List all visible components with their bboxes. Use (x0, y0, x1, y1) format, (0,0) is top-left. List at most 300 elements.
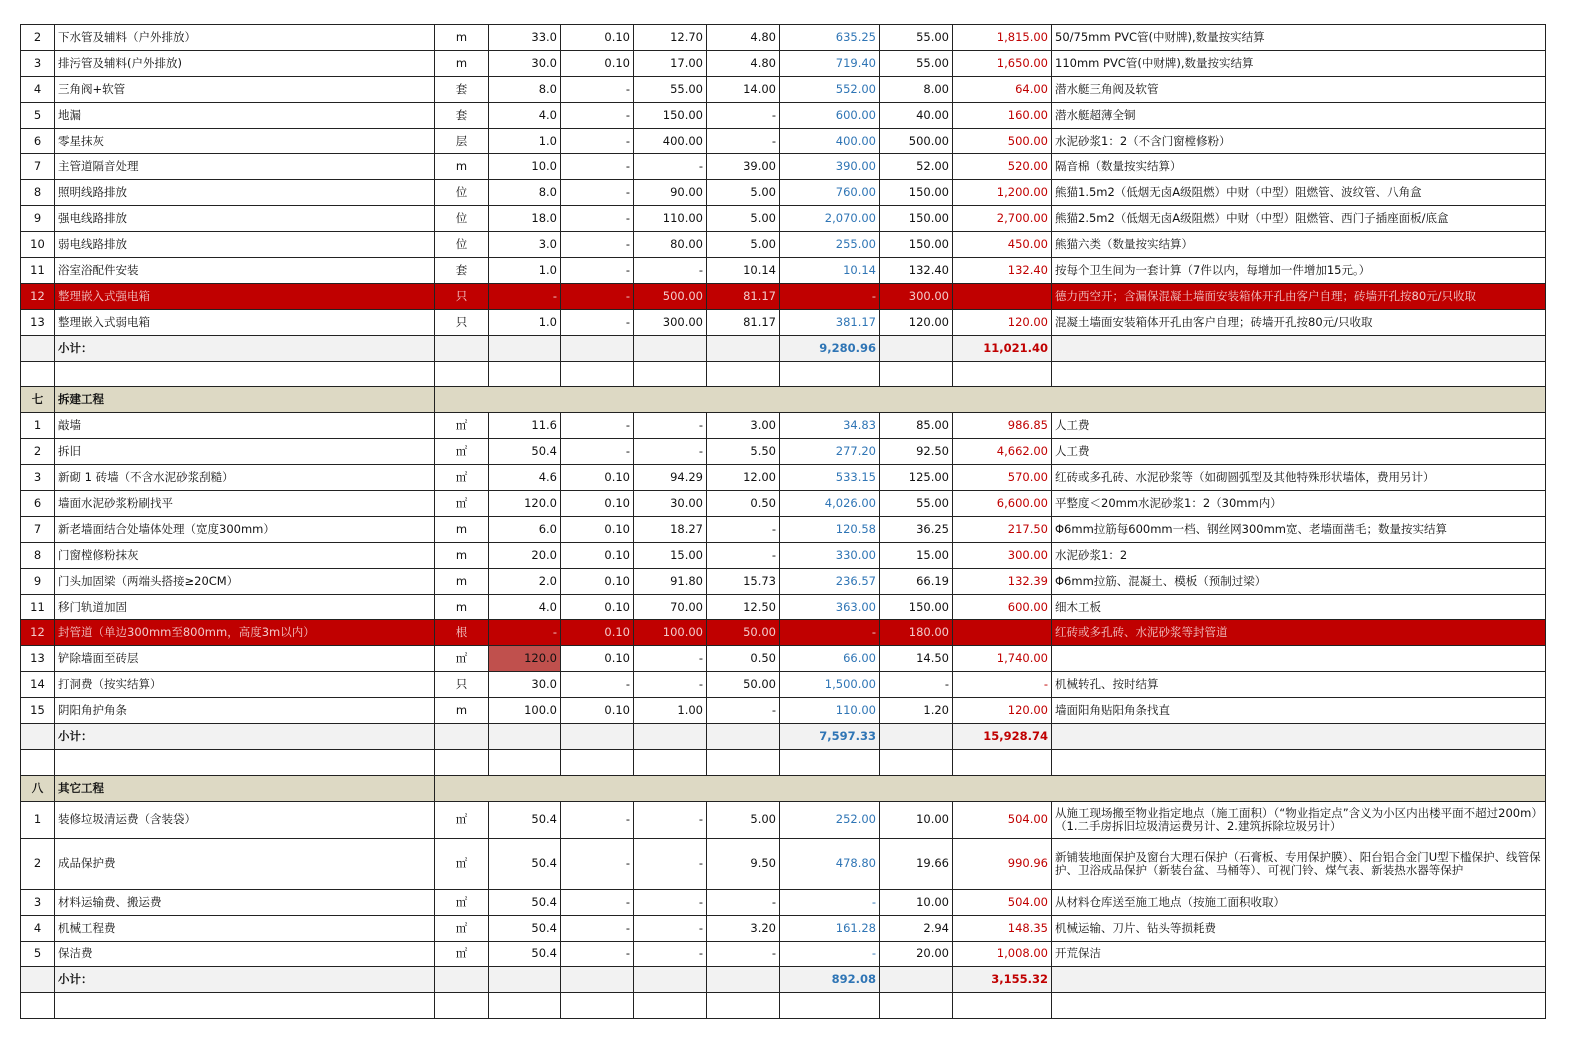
cell-loss-rate: - (561, 672, 634, 698)
cell-loss-rate: - (561, 232, 634, 258)
cell-unit: 套 (435, 76, 489, 102)
cell-aux-material: 5.00 (707, 801, 780, 838)
table-row (21, 154, 1546, 180)
cell-note: 人工费 (1052, 413, 1546, 439)
quote-sheet (20, 24, 1546, 1019)
cell-labor-price: 40.00 (880, 102, 953, 128)
table-row (21, 128, 1546, 154)
cell-item-name: 三角阀+软管 (55, 76, 435, 102)
cell-material-total: 760.00 (780, 180, 880, 206)
cell-labor-total: 120.00 (953, 309, 1052, 335)
cell-empty (707, 724, 780, 750)
cell-no: 12 (21, 283, 55, 309)
cell-quantity: 8.0 (489, 180, 561, 206)
cell-no: 1 (21, 801, 55, 838)
cell-material-total: 381.17 (780, 309, 880, 335)
table-row (21, 838, 1546, 889)
section-header-row (21, 775, 1546, 801)
cell-main-material: - (634, 672, 707, 698)
cell-item-name: 弱电线路排放 (55, 232, 435, 258)
cell-material-total: 635.25 (780, 25, 880, 51)
cell-labor-price: 92.50 (880, 439, 953, 465)
cell-item-name: 排污管及辅料(户外排放) (55, 50, 435, 76)
cell-aux-material: 10.14 (707, 258, 780, 284)
cell-main-material: - (634, 915, 707, 941)
cell-empty (1052, 993, 1546, 1019)
cell-labor-price: 150.00 (880, 232, 953, 258)
cell-unit: ㎡ (435, 941, 489, 967)
cell-material-total: 252.00 (780, 801, 880, 838)
cell-unit: ㎡ (435, 646, 489, 672)
cell-main-material: 55.00 (634, 76, 707, 102)
table-row (21, 646, 1546, 672)
cell-empty (489, 335, 561, 361)
cell-labor-total: 1,815.00 (953, 25, 1052, 51)
cell-unit: 根 (435, 620, 489, 646)
cell-quantity: 1.0 (489, 258, 561, 284)
cell-material-total: 120.58 (780, 516, 880, 542)
cell-unit: ㎡ (435, 465, 489, 491)
cell-empty (880, 967, 953, 993)
cell-empty (707, 967, 780, 993)
blank-row (21, 749, 1546, 775)
cell-empty (21, 967, 55, 993)
cell-main-material: 90.00 (634, 180, 707, 206)
section-fill (435, 387, 1546, 413)
cell-main-material: 110.00 (634, 206, 707, 232)
cell-no: 10 (21, 232, 55, 258)
cell-quantity: 33.0 (489, 25, 561, 51)
cell-empty (435, 361, 489, 387)
cell-loss-rate: - (561, 801, 634, 838)
subtotal-material: 9,280.96 (780, 335, 880, 361)
cell-note: 按每个卫生间为一套计算（7件以内，每增加一件增加15元。） (1052, 258, 1546, 284)
cell-empty (489, 967, 561, 993)
table-row (21, 889, 1546, 915)
cell-labor-total: 132.40 (953, 258, 1052, 284)
cell-material-total: 34.83 (780, 413, 880, 439)
cell-item-name: 阴阳角护角条 (55, 698, 435, 724)
cell-unit: 套 (435, 258, 489, 284)
cell-material-total: 400.00 (780, 128, 880, 154)
cell-main-material: 17.00 (634, 50, 707, 76)
cell-aux-material: 39.00 (707, 154, 780, 180)
cell-labor-price: 14.50 (880, 646, 953, 672)
cell-aux-material: - (707, 516, 780, 542)
cell-aux-material: 4.80 (707, 25, 780, 51)
cell-note: 熊猫2.5m2（低烟无卤A级阻燃）中财（中型）阻燃管、西门子插座面板/底盒 (1052, 206, 1546, 232)
cell-material-total: 478.80 (780, 838, 880, 889)
cell-empty (435, 724, 489, 750)
cell-labor-price: 150.00 (880, 180, 953, 206)
cell-aux-material: - (707, 102, 780, 128)
cell-quantity: 50.4 (489, 838, 561, 889)
cell-unit: 层 (435, 128, 489, 154)
cell-quantity: 2.0 (489, 568, 561, 594)
cell-labor-total: 2,700.00 (953, 206, 1052, 232)
cell-material-total: 4,026.00 (780, 491, 880, 517)
cell-material-total: - (780, 283, 880, 309)
cell-main-material: 500.00 (634, 283, 707, 309)
cell-item-name: 敲墙 (55, 413, 435, 439)
cell-note (1052, 646, 1546, 672)
cell-aux-material: 5.00 (707, 232, 780, 258)
cell-aux-material: - (707, 941, 780, 967)
cell-material-total: 330.00 (780, 542, 880, 568)
cell-note: 细木工板 (1052, 594, 1546, 620)
cell-labor-price: 85.00 (880, 413, 953, 439)
cell-labor-total: 504.00 (953, 801, 1052, 838)
cell-no: 11 (21, 594, 55, 620)
cell-loss-rate: 0.10 (561, 568, 634, 594)
cell-loss-rate: - (561, 76, 634, 102)
cell-item-name: 材料运输费、搬运费 (55, 889, 435, 915)
subtotal-row (21, 335, 1546, 361)
cell-unit: m (435, 542, 489, 568)
cell-labor-total: 132.39 (953, 568, 1052, 594)
cell-item-name: 打洞费（按实结算） (55, 672, 435, 698)
table-row (21, 102, 1546, 128)
cell-quantity: 50.4 (489, 439, 561, 465)
cell-main-material: 400.00 (634, 128, 707, 154)
cell-note: 机械运输、刀片、钻头等损耗费 (1052, 915, 1546, 941)
cell-aux-material: 12.00 (707, 465, 780, 491)
cell-empty (1052, 724, 1546, 750)
cell-labor-price: 66.19 (880, 568, 953, 594)
cell-loss-rate: 0.10 (561, 465, 634, 491)
cell-material-total: 600.00 (780, 102, 880, 128)
cell-quantity: 4.0 (489, 594, 561, 620)
cell-item-name: 新老墙面结合处墙体处理（宽度300mm） (55, 516, 435, 542)
cell-labor-total (953, 283, 1052, 309)
table-row (21, 309, 1546, 335)
cell-empty (435, 967, 489, 993)
cell-quantity: 30.0 (489, 50, 561, 76)
cell-empty (953, 993, 1052, 1019)
cell-loss-rate: 0.10 (561, 594, 634, 620)
section-number: 七 (21, 387, 55, 413)
cell-item-name: 新砌 1 砖墙（不含水泥砂浆刮糙） (55, 465, 435, 491)
cell-material-total: 363.00 (780, 594, 880, 620)
cell-main-material: - (634, 889, 707, 915)
cell-main-material: 12.70 (634, 25, 707, 51)
cell-unit: 位 (435, 180, 489, 206)
cell-loss-rate: - (561, 206, 634, 232)
cell-empty (561, 724, 634, 750)
cell-labor-price: 1.20 (880, 698, 953, 724)
table-row (21, 180, 1546, 206)
cell-empty (435, 993, 489, 1019)
cell-loss-rate: - (561, 915, 634, 941)
cell-labor-total: 1,200.00 (953, 180, 1052, 206)
quote-table (20, 24, 1546, 1019)
table-row (21, 542, 1546, 568)
subtotal-row (21, 967, 1546, 993)
cell-main-material: 70.00 (634, 594, 707, 620)
cell-quantity: - (489, 620, 561, 646)
cell-unit: 只 (435, 672, 489, 698)
blank-row (21, 361, 1546, 387)
cell-item-name: 机械工程费 (55, 915, 435, 941)
cell-note: 红砖或多孔砖、水泥砂浆等封管道 (1052, 620, 1546, 646)
table-row (21, 465, 1546, 491)
cell-material-total: 255.00 (780, 232, 880, 258)
cell-loss-rate: 0.10 (561, 620, 634, 646)
cell-loss-rate: 0.10 (561, 542, 634, 568)
cell-labor-total: 450.00 (953, 232, 1052, 258)
cell-empty (1052, 361, 1546, 387)
subtotal-labor: 15,928.74 (953, 724, 1052, 750)
cell-empty (780, 749, 880, 775)
table-row (21, 915, 1546, 941)
cell-note: 德力西空开；含漏保混凝土墙面安装箱体开孔由客户自理；砖墙开孔按80元/只收取 (1052, 283, 1546, 309)
cell-labor-total: 4,662.00 (953, 439, 1052, 465)
cell-item-name: 成品保护费 (55, 838, 435, 889)
cell-empty (1052, 749, 1546, 775)
cell-labor-total: 160.00 (953, 102, 1052, 128)
cell-loss-rate: 0.10 (561, 50, 634, 76)
cell-quantity: 100.0 (489, 698, 561, 724)
cell-no: 6 (21, 491, 55, 517)
cell-loss-rate: 0.10 (561, 646, 634, 672)
cell-main-material: - (634, 154, 707, 180)
cell-item-name: 主管道隔音处理 (55, 154, 435, 180)
cell-loss-rate: - (561, 283, 634, 309)
cell-aux-material: 9.50 (707, 838, 780, 889)
cell-aux-material: - (707, 698, 780, 724)
cell-labor-total: 600.00 (953, 594, 1052, 620)
cell-labor-total: 990.96 (953, 838, 1052, 889)
cell-note: 熊猫1.5m2（低烟无卤A级阻燃）中财（中型）阻燃管、波纹管、八角盒 (1052, 180, 1546, 206)
cell-note: 混凝土墙面安装箱体开孔由客户自理；砖墙开孔按80元/只收取 (1052, 309, 1546, 335)
cell-quantity: 4.6 (489, 465, 561, 491)
cell-no: 9 (21, 206, 55, 232)
cell-loss-rate: - (561, 180, 634, 206)
cell-labor-price: 55.00 (880, 50, 953, 76)
cell-labor-total: 504.00 (953, 889, 1052, 915)
cell-material-total: 277.20 (780, 439, 880, 465)
cell-note: 人工费 (1052, 439, 1546, 465)
cell-no: 14 (21, 672, 55, 698)
cell-main-material: 150.00 (634, 102, 707, 128)
cell-labor-total: 300.00 (953, 542, 1052, 568)
cell-no: 3 (21, 50, 55, 76)
cell-item-name: 门窗樘修粉抹灰 (55, 542, 435, 568)
table-row (21, 206, 1546, 232)
cell-quantity: 50.4 (489, 915, 561, 941)
cell-main-material: 94.29 (634, 465, 707, 491)
cell-no: 13 (21, 309, 55, 335)
cell-labor-price: 55.00 (880, 25, 953, 51)
cell-labor-total: 520.00 (953, 154, 1052, 180)
cell-no: 6 (21, 128, 55, 154)
cell-item-name: 保洁费 (55, 941, 435, 967)
cell-labor-price: 150.00 (880, 594, 953, 620)
cell-item-name: 装修垃圾清运费（含装袋） (55, 801, 435, 838)
cell-material-total: - (780, 620, 880, 646)
cell-aux-material: 0.50 (707, 646, 780, 672)
cell-main-material: - (634, 801, 707, 838)
cell-item-name: 封管道（单边300mm至800mm，高度3m以内） (55, 620, 435, 646)
subtotal-label: 小计： (55, 967, 435, 993)
cell-labor-total: 570.00 (953, 465, 1052, 491)
cell-empty (880, 749, 953, 775)
cell-material-total: 110.00 (780, 698, 880, 724)
cell-labor-total: 1,740.00 (953, 646, 1052, 672)
cell-quantity: 4.0 (489, 102, 561, 128)
cell-aux-material: 50.00 (707, 672, 780, 698)
cell-item-name: 零星抹灰 (55, 128, 435, 154)
cell-labor-price: 125.00 (880, 465, 953, 491)
cell-material-total: 719.40 (780, 50, 880, 76)
cell-material-total: - (780, 889, 880, 915)
cell-aux-material: - (707, 889, 780, 915)
cell-quantity: 10.0 (489, 154, 561, 180)
cell-empty (55, 749, 435, 775)
table-row (21, 672, 1546, 698)
cell-labor-price: 2.94 (880, 915, 953, 941)
cell-loss-rate: - (561, 154, 634, 180)
cell-empty (634, 335, 707, 361)
table-row (21, 50, 1546, 76)
cell-main-material: - (634, 439, 707, 465)
cell-empty (953, 749, 1052, 775)
cell-aux-material: 0.50 (707, 491, 780, 517)
cell-empty (1052, 335, 1546, 361)
cell-quantity: 30.0 (489, 672, 561, 698)
cell-no: 11 (21, 258, 55, 284)
table-row (21, 413, 1546, 439)
cell-aux-material: - (707, 128, 780, 154)
cell-empty (780, 361, 880, 387)
cell-empty (561, 749, 634, 775)
cell-empty (21, 749, 55, 775)
cell-main-material: 15.00 (634, 542, 707, 568)
highlighted-row (21, 283, 1546, 309)
table-row (21, 491, 1546, 517)
table-row (21, 941, 1546, 967)
cell-quantity: 18.0 (489, 206, 561, 232)
cell-empty (707, 335, 780, 361)
cell-empty (561, 361, 634, 387)
cell-labor-price: 10.00 (880, 889, 953, 915)
cell-quantity: 20.0 (489, 542, 561, 568)
cell-material-total: 161.28 (780, 915, 880, 941)
cell-labor-total: 217.50 (953, 516, 1052, 542)
cell-no: 15 (21, 698, 55, 724)
cell-empty (55, 361, 435, 387)
table-row (21, 516, 1546, 542)
cell-labor-price: 15.00 (880, 542, 953, 568)
cell-note: 水泥砂浆1：2（不含门窗樘修粉） (1052, 128, 1546, 154)
cell-empty (880, 335, 953, 361)
cell-empty (634, 361, 707, 387)
cell-empty (21, 993, 55, 1019)
cell-labor-total: 6,600.00 (953, 491, 1052, 517)
cell-no: 2 (21, 838, 55, 889)
cell-no: 5 (21, 941, 55, 967)
cell-unit: 只 (435, 309, 489, 335)
cell-material-total: 390.00 (780, 154, 880, 180)
cell-loss-rate: - (561, 941, 634, 967)
cell-empty (634, 967, 707, 993)
cell-loss-rate: - (561, 102, 634, 128)
cell-empty (489, 749, 561, 775)
highlighted-row (21, 620, 1546, 646)
cell-labor-price: 10.00 (880, 801, 953, 838)
cell-note: 熊猫六类（数量按实结算） (1052, 232, 1546, 258)
cell-empty (435, 749, 489, 775)
cell-unit: ㎡ (435, 413, 489, 439)
cell-empty (55, 993, 435, 1019)
cell-main-material: 100.00 (634, 620, 707, 646)
cell-no: 7 (21, 516, 55, 542)
cell-labor-price: 180.00 (880, 620, 953, 646)
cell-loss-rate: - (561, 309, 634, 335)
cell-quantity: 50.4 (489, 801, 561, 838)
cell-unit: m (435, 594, 489, 620)
cell-aux-material: 3.20 (707, 915, 780, 941)
subtotal-labor: 11,021.40 (953, 335, 1052, 361)
cell-aux-material: 5.50 (707, 439, 780, 465)
cell-loss-rate: - (561, 258, 634, 284)
cell-note: 水泥砂浆1：2 (1052, 542, 1546, 568)
cell-empty (561, 967, 634, 993)
cell-empty (489, 993, 561, 1019)
cell-unit: ㎡ (435, 838, 489, 889)
cell-note: 墙面阳角贴阳角条找直 (1052, 698, 1546, 724)
table-row (21, 594, 1546, 620)
cell-labor-total: 500.00 (953, 128, 1052, 154)
cell-empty (707, 361, 780, 387)
cell-item-name: 下水管及辅料（户外排放） (55, 25, 435, 51)
cell-unit: 套 (435, 102, 489, 128)
cell-labor-price: 19.66 (880, 838, 953, 889)
cell-no: 1 (21, 413, 55, 439)
cell-quantity: 120.0 (489, 491, 561, 517)
cell-labor-price: 500.00 (880, 128, 953, 154)
cell-empty (880, 993, 953, 1019)
subtotal-material: 892.08 (780, 967, 880, 993)
blank-row (21, 993, 1546, 1019)
cell-material-total: 66.00 (780, 646, 880, 672)
cell-item-name: 拆旧 (55, 439, 435, 465)
cell-empty (561, 335, 634, 361)
cell-quantity: 50.4 (489, 889, 561, 915)
cell-unit: ㎡ (435, 915, 489, 941)
cell-empty (707, 993, 780, 1019)
cell-note: 从材料仓库送至施工地点（按施工面积收取） (1052, 889, 1546, 915)
section-number: 八 (21, 775, 55, 801)
cell-note: 110mm PVC管(中财牌),数量按实结算 (1052, 50, 1546, 76)
cell-aux-material: 5.00 (707, 180, 780, 206)
subtotal-label: 小计： (55, 724, 435, 750)
cell-main-material: - (634, 941, 707, 967)
cell-no: 8 (21, 542, 55, 568)
cell-unit: m (435, 516, 489, 542)
cell-empty (707, 749, 780, 775)
cell-material-total: 10.14 (780, 258, 880, 284)
cell-loss-rate: - (561, 128, 634, 154)
cell-note: 平整度＜20mm水泥砂浆1：2（30mm内） (1052, 491, 1546, 517)
cell-empty (561, 993, 634, 1019)
cell-quantity: - (489, 283, 561, 309)
cell-empty (953, 361, 1052, 387)
cell-unit: m (435, 568, 489, 594)
cell-main-material: 1.00 (634, 698, 707, 724)
section-title: 拆建工程 (55, 387, 435, 413)
table-row (21, 258, 1546, 284)
